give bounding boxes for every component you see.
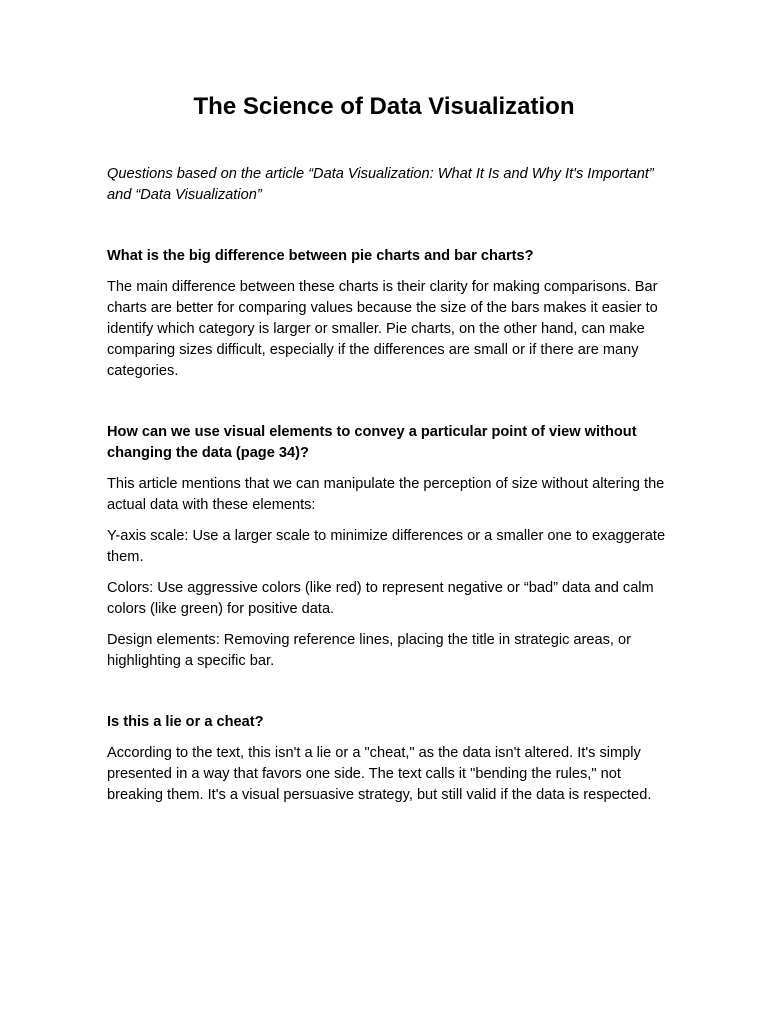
document-body	[107, 164, 667, 806]
answer-2-y-axis: Y-axis scale: Use a larger scale to minimize differences or a smaller one to exaggerate them.	[107, 528, 666, 565]
answer-2-design: Design elements: Removing reference lines, placing the title in strategic areas, or highlighting a specific bar.	[107, 632, 632, 669]
answer-3-paragraph: According to the text, this isn't a lie or a "cheat," as the data isn't altered. It's simply presented in a way that favors one side. The text calls it "bending the rules," not breaking them. It's a visual persuasive strategy, but still valid if the data is respected.	[107, 745, 652, 803]
question-3: Is this a lie or a cheat?	[107, 714, 264, 730]
answer-2-intro: This article mentions that we can manipulate the perception of size without altering the actual data with these elements:	[107, 476, 665, 513]
answer-1-paragraph: The main difference between these charts is their clarity for making comparisons. Bar charts are better for comparing values because the size of the bars makes it easier to identify which category is larger or smaller. Pie charts, on the other hand, can make comparing sizes difficult, especially if the differences are small or if there are many categories.	[107, 279, 658, 379]
page-title: The Science of Data Visualization	[193, 93, 575, 120]
subtitle: Questions based on the article “Data Visualization: What It Is and Why It's Important” and “Data Visualization”	[107, 166, 654, 203]
answer-2-colors: Colors: Use aggressive colors (like red) to represent negative or “bad” data and calm colors (like green) for positive data.	[107, 580, 654, 617]
question-2: How can we use visual elements to convey a particular point of view without changing the data (page 34)?	[107, 424, 637, 461]
question-1: What is the big difference between pie charts and bar charts?	[107, 248, 534, 264]
